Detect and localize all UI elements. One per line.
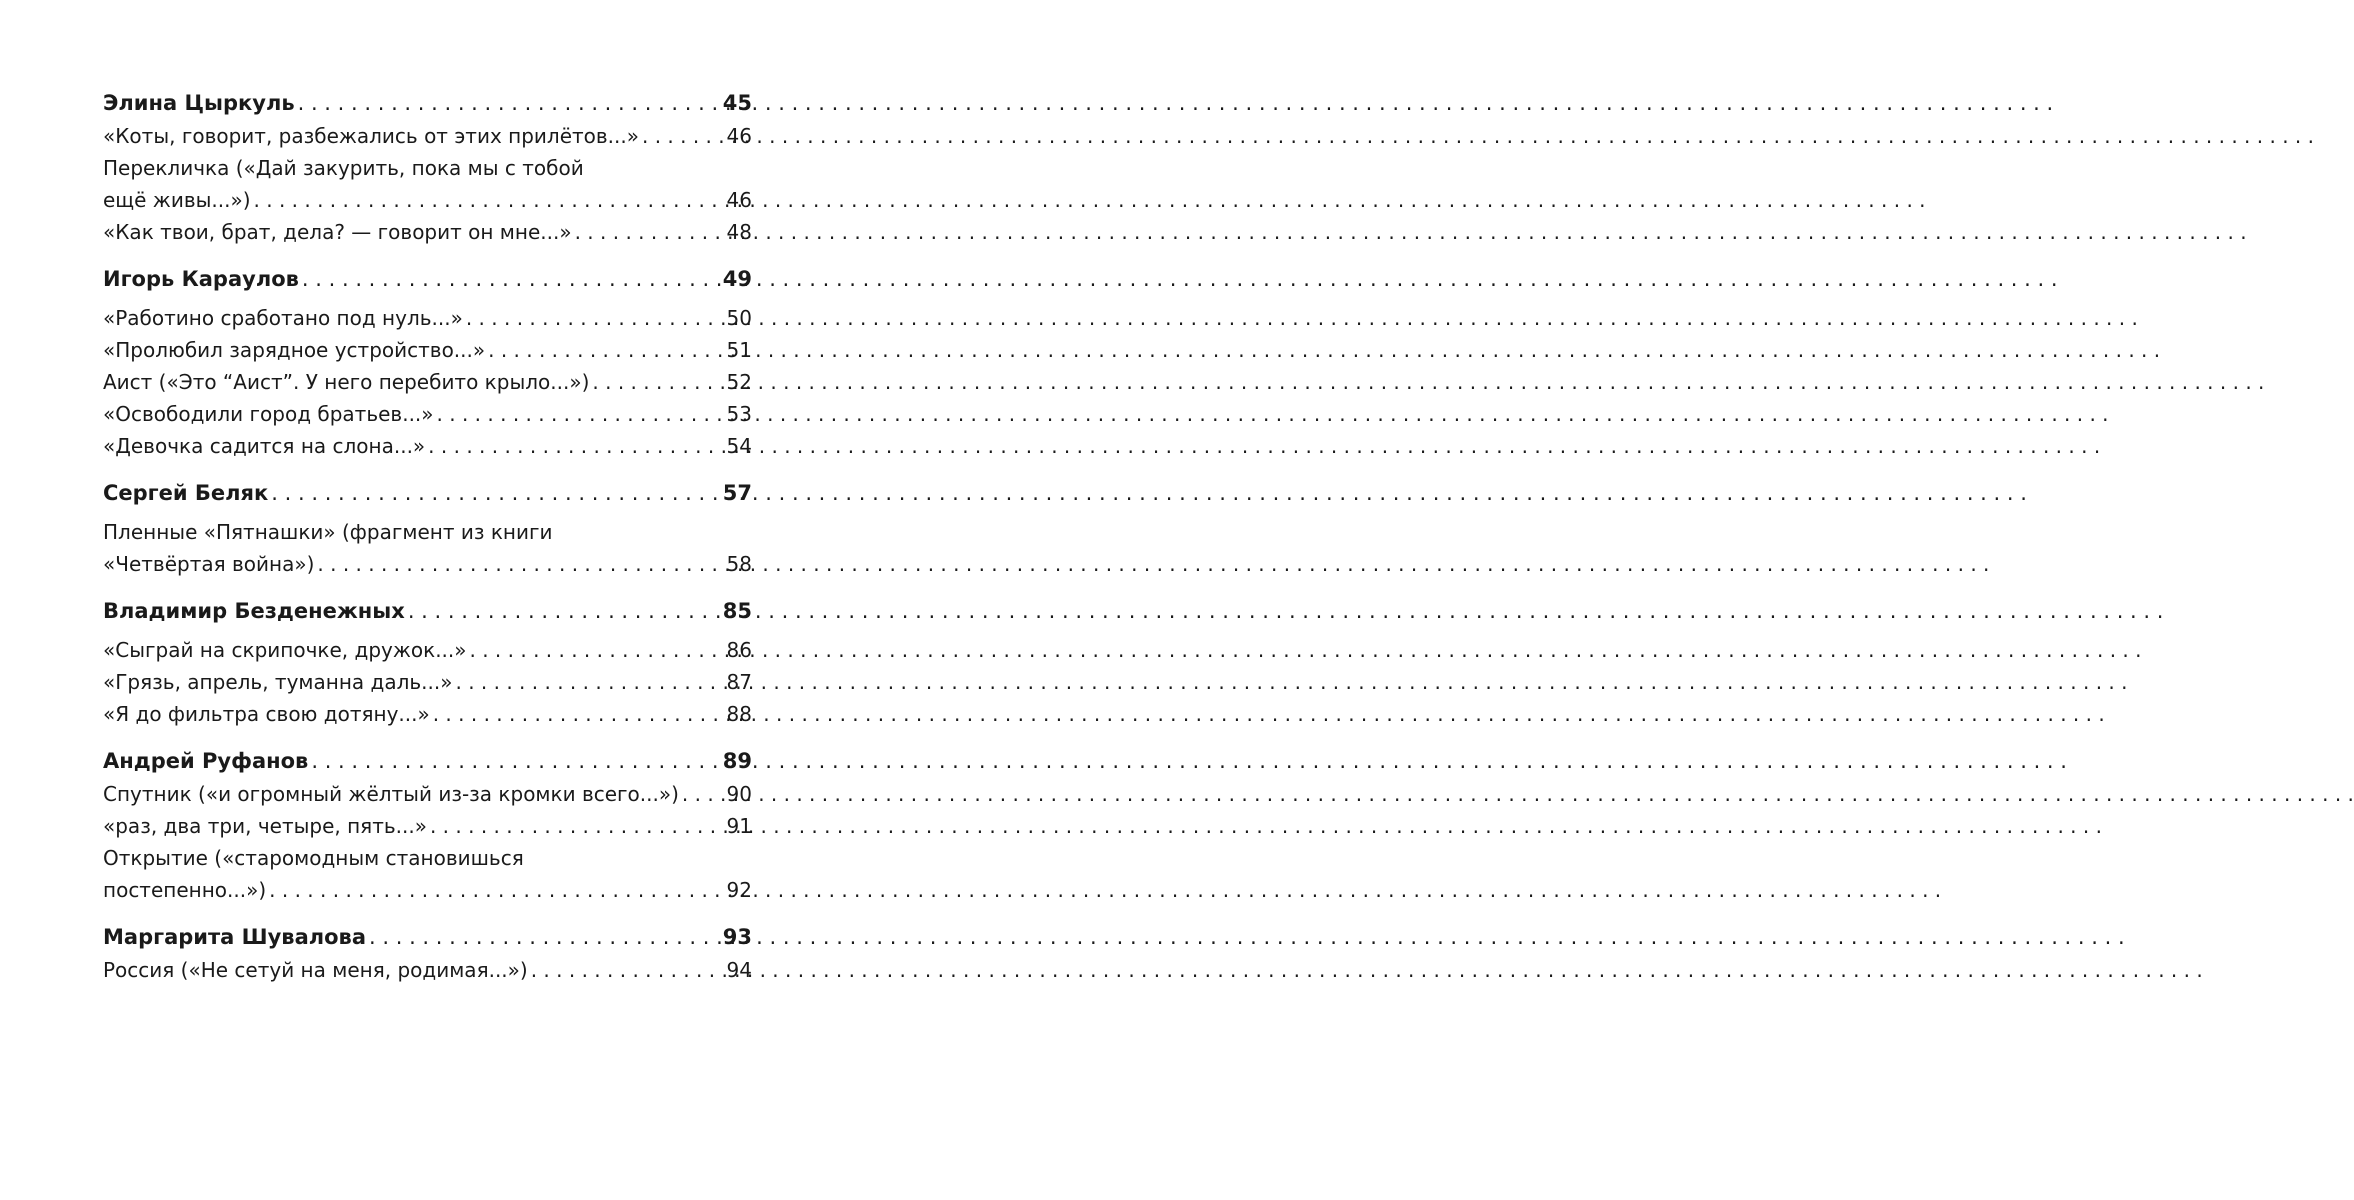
entry-title: «Работино сработано под нуль...» [103, 306, 463, 330]
toc-author-row [103, 920, 752, 954]
dot-leader [269, 874, 723, 906]
author-name: Элина Цыркуль [103, 91, 295, 115]
author-name: Сергей Беляк [103, 481, 269, 505]
entry-title: «Коты, говорит, разбежались от этих прилётов...» [103, 124, 639, 148]
author-name: Игорь Караулов [103, 267, 299, 291]
toc-entry [103, 334, 752, 366]
toc-entry [103, 954, 752, 986]
page-number: 52 [726, 370, 752, 394]
toc-author-row [103, 86, 752, 120]
dot-leader [271, 476, 719, 510]
author-name: Маргарита Шувалова [103, 925, 367, 949]
table-of-contents [103, 86, 752, 1000]
toc-section [103, 262, 752, 462]
dot-leader [470, 634, 724, 666]
entry-title: «Пролюбил зарядное устройство...» [103, 338, 486, 362]
page-number: 89 [722, 749, 752, 773]
entry-title: Россия («Не сетуй на меня, родимая...») [103, 958, 528, 982]
toc-author-row [103, 476, 752, 510]
page-number: 46 [726, 188, 752, 212]
dot-leader [575, 216, 724, 248]
dot-leader [302, 262, 720, 296]
page-number: 46 [726, 124, 752, 148]
dot-leader [430, 810, 724, 842]
entry-title: «Как твои, брат, дела? — говорит он мне...» [103, 220, 572, 244]
dot-leader [455, 666, 723, 698]
toc-section [103, 744, 752, 906]
dot-leader [488, 334, 723, 366]
page-number: 92 [726, 878, 752, 902]
entry-title-line: Открытие («старомодным становишься [103, 846, 524, 870]
toc-entry [103, 398, 752, 430]
toc-entry [103, 184, 752, 216]
dot-leader [254, 184, 724, 216]
author-name: Андрей Руфанов [103, 749, 309, 773]
entry-title-line: Перекличка («Дай закурить, пока мы с тобой [103, 156, 584, 180]
page-number: 54 [726, 434, 752, 458]
dot-leader [428, 430, 723, 462]
dot-leader [682, 778, 724, 810]
toc-section [103, 476, 752, 580]
toc-entry [103, 698, 752, 730]
toc-entry [103, 548, 752, 580]
dot-leader [466, 302, 724, 334]
toc-section [103, 86, 752, 248]
toc-entry [103, 120, 752, 152]
entry-title: «Освободили город братьев...» [103, 402, 434, 426]
toc-entry [103, 302, 752, 334]
page-number: 58 [726, 552, 752, 576]
toc-author-row [103, 594, 752, 628]
entry-title: «раз, два три, четыре, пять...» [103, 814, 427, 838]
entry-title: постепенно...») [103, 878, 267, 902]
page-number: 53 [726, 402, 752, 426]
dot-leader [437, 398, 724, 430]
dot-leader [642, 120, 724, 152]
page-number: 88 [726, 702, 752, 726]
toc-author-row [103, 262, 752, 296]
dot-leader [433, 698, 724, 730]
author-name: Владимир Безденежных [103, 599, 405, 623]
entry-title: «Сыграй на скрипочке, дружок...» [103, 638, 467, 662]
toc-entry [103, 216, 752, 248]
page-number: 87 [726, 670, 752, 694]
page-number: 49 [722, 267, 752, 291]
toc-entry [103, 874, 752, 906]
toc-section [103, 920, 752, 986]
entry-title: Спутник («и огромный жёлтый из-за кромки всего...») [103, 782, 679, 806]
toc-entry [103, 634, 752, 666]
entry-title: «Девочка садится на слона...» [103, 434, 426, 458]
toc-section [103, 594, 752, 730]
dot-leader [298, 86, 720, 120]
page-number: 85 [722, 599, 752, 623]
toc-entry [103, 666, 752, 698]
page-number: 50 [726, 306, 752, 330]
page-number: 45 [722, 91, 752, 115]
dot-leader [369, 920, 720, 954]
toc-author-row [103, 744, 752, 778]
page-number: 91 [726, 814, 752, 838]
toc-entry [103, 810, 752, 842]
entry-title: «Грязь, апрель, туманна даль...» [103, 670, 453, 694]
page-number: 93 [722, 925, 752, 949]
entry-title: «Я до фильтра свою дотяну...» [103, 702, 430, 726]
entry-title: ещё живы...») [103, 188, 251, 212]
page-number: 94 [726, 958, 752, 982]
dot-leader [311, 744, 719, 778]
page-number: 86 [726, 638, 752, 662]
dot-leader [531, 954, 724, 986]
page-number: 51 [726, 338, 752, 362]
entry-title-line: Пленные «Пятнашки» (фрагмент из книги [103, 520, 553, 544]
dot-leader [408, 594, 720, 628]
toc-entry [103, 366, 752, 398]
toc-entry [103, 430, 752, 462]
page-number: 48 [726, 220, 752, 244]
toc-entry [103, 778, 752, 810]
page-number: 90 [726, 782, 752, 806]
dot-leader [592, 366, 723, 398]
dot-leader [317, 548, 723, 580]
page-number: 57 [722, 481, 752, 505]
entry-title: «Четвёртая война») [103, 552, 315, 576]
entry-title: Аист («Это “Аист”. У него перебито крыло...») [103, 370, 590, 394]
